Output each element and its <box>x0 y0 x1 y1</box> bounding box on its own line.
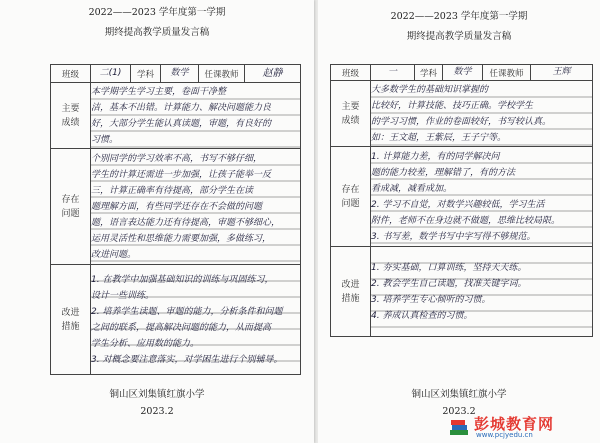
left-measures-line: 之间的联系，提高解决问题的能力，从而提高 <box>91 322 272 333</box>
left-problems-label <box>51 149 91 265</box>
right-class-value: 一 <box>371 65 415 81</box>
left-measures-label <box>51 265 91 375</box>
right-problems-line: 3. 书写差，数学书写中字写得不够规范。 <box>371 231 536 242</box>
right-measures-line: 3. 培养学生专心倾听的习惯。 <box>371 294 491 305</box>
left-achievements-line: 好，大部分学生能认真读题，审题，有良好的 <box>91 118 272 129</box>
left-subject-label: 学科 <box>131 65 161 83</box>
right-achievements-label <box>331 81 371 147</box>
left-measures-title: 改进 措施 <box>61 307 80 332</box>
left-school-name: 铜山区刘集镇红旗小学 <box>109 389 205 400</box>
left-measures-line: 3. 对概念要注意落实，对学困生进行个别辅导。 <box>91 354 283 365</box>
right-problems-label <box>331 147 371 247</box>
right-problems-text <box>371 147 593 247</box>
left-achievements-row <box>51 83 301 149</box>
right-achievements-line: 的学习习惯，作业的卷面较好，书写较认真。 <box>371 116 552 127</box>
left-achievements-line: 洁，基本不出错。计算能力、解决问题能力良 <box>91 102 272 113</box>
left-problems-line: 运用灵活性和思维能力需要加强，多做练习， <box>91 233 272 244</box>
left-teacher-value: 赵静 <box>245 65 301 83</box>
right-school-year-heading: 2022——2023 学年度第一学期 <box>390 11 528 22</box>
right-achievements-line: 比较好，计算技能、技巧正确。学校学生 <box>371 100 534 111</box>
left-measures-line: 设计一些训练。 <box>91 290 155 301</box>
left-problems-line: 改进问题。 <box>91 249 137 260</box>
left-teacher-label: 任课教师 <box>199 65 245 83</box>
left-measures-text <box>91 265 301 375</box>
left-achievements-text <box>91 83 301 149</box>
left-achievements-line: 本学期学生学习主要，卷面干净整 <box>91 86 227 97</box>
left-info-row <box>51 65 301 83</box>
left-problems-line: 学生的计算还需进一步加强，让孩子能举一反 <box>91 169 272 180</box>
left-class-value: 二(1) <box>91 65 131 83</box>
right-form-title: 期终提高教学质量发言稿 <box>406 31 512 42</box>
left-form-title: 期终提高教学质量发言稿 <box>104 27 210 38</box>
right-measures-line: 2. 教会学生自己读题，找准关键字词。 <box>371 278 527 289</box>
right-measures-title: 改进 措施 <box>341 279 360 304</box>
right-achievements-title: 主要 成绩 <box>341 101 360 126</box>
left-measures-line: 1. 在教学中加强基础知识的训练与巩固练习， <box>91 274 274 285</box>
left-measures-line: 2. 培养学生读题、审题的能力，分析条件和问题 <box>91 306 283 317</box>
right-measures-line: 4. 养成认真检查的习惯。 <box>371 310 473 321</box>
left-problems-row <box>51 149 301 265</box>
right-class-label: 班级 <box>331 65 371 81</box>
right-date: 2023.2 <box>442 406 476 417</box>
left-problems-text <box>91 149 301 265</box>
right-problems-line: 1. 计算能力差，有的同学解决问 <box>371 151 500 162</box>
left-date: 2023.2 <box>140 406 174 417</box>
right-achievements-line: 大多数学生的基础知识掌握的 <box>371 84 489 95</box>
left-problems-line: 三，计算正确率有待提高，部分学生在读 <box>91 185 254 196</box>
left-problems-line: 题理解方面，有些同学还存在不会做的问题 <box>91 201 263 212</box>
right-teacher-label: 任课教师 <box>483 65 531 81</box>
right-measures-row <box>331 247 593 337</box>
right-problems-title: 存在 问题 <box>341 184 360 209</box>
right-form-sheet <box>318 0 600 443</box>
left-problems-title: 存在 问题 <box>61 194 80 219</box>
right-measures-text <box>371 247 593 337</box>
right-achievements-line: 如：王文超，王紫辰，王子宁等。 <box>371 132 507 143</box>
right-info-row <box>331 65 593 81</box>
right-measures-label <box>331 247 371 337</box>
right-measures-line: 1. 夯实基础，口算训练，坚持天天练。 <box>371 262 527 273</box>
right-problems-row <box>331 147 593 247</box>
left-subject-value: 数学 <box>161 65 199 83</box>
watermark-title: 彭城教育网 <box>474 415 555 433</box>
left-class-label: 班级 <box>51 65 91 83</box>
right-subject-value: 数学 <box>443 65 483 81</box>
left-achievements-title: 主要 成绩 <box>61 103 80 128</box>
right-problems-line: 题的能力较差，理解错了，有的方法 <box>371 167 516 178</box>
left-school-year-heading: 2022——2023 学年度第一学期 <box>88 7 226 18</box>
left-form-table <box>50 64 301 375</box>
right-problems-line: 2. 学习不自觉，对数学兴趣较低，学习生活 <box>371 199 545 210</box>
right-school-name: 铜山区刘集镇红旗小学 <box>411 389 507 400</box>
left-problems-line: 个别同学的学习效率不高，书写不够仔细， <box>91 153 263 164</box>
left-measures-line: 学生分析、应用数的能力。 <box>91 338 200 349</box>
left-achievements-label <box>51 83 91 149</box>
left-measures-row <box>51 265 301 375</box>
right-subject-label: 学科 <box>415 65 443 81</box>
right-problems-line: 看成减，减看成加。 <box>371 183 453 194</box>
right-form-table <box>330 64 593 337</box>
site-watermark <box>446 413 596 441</box>
right-teacher-value: 王辉 <box>531 65 593 81</box>
stacked-books-icon <box>448 416 470 438</box>
right-achievements-row <box>331 81 593 147</box>
left-achievements-line: 习惯。 <box>91 134 119 145</box>
right-achievements-text <box>371 81 593 147</box>
left-problems-line: 题，语言表达能力还有待提高，审题不够细心， <box>91 217 281 228</box>
right-problems-line: 附件，老师不在身边就不做题，思维比较局限。 <box>371 215 561 226</box>
watermark-url: www.pcjyedu.cn <box>476 431 533 439</box>
